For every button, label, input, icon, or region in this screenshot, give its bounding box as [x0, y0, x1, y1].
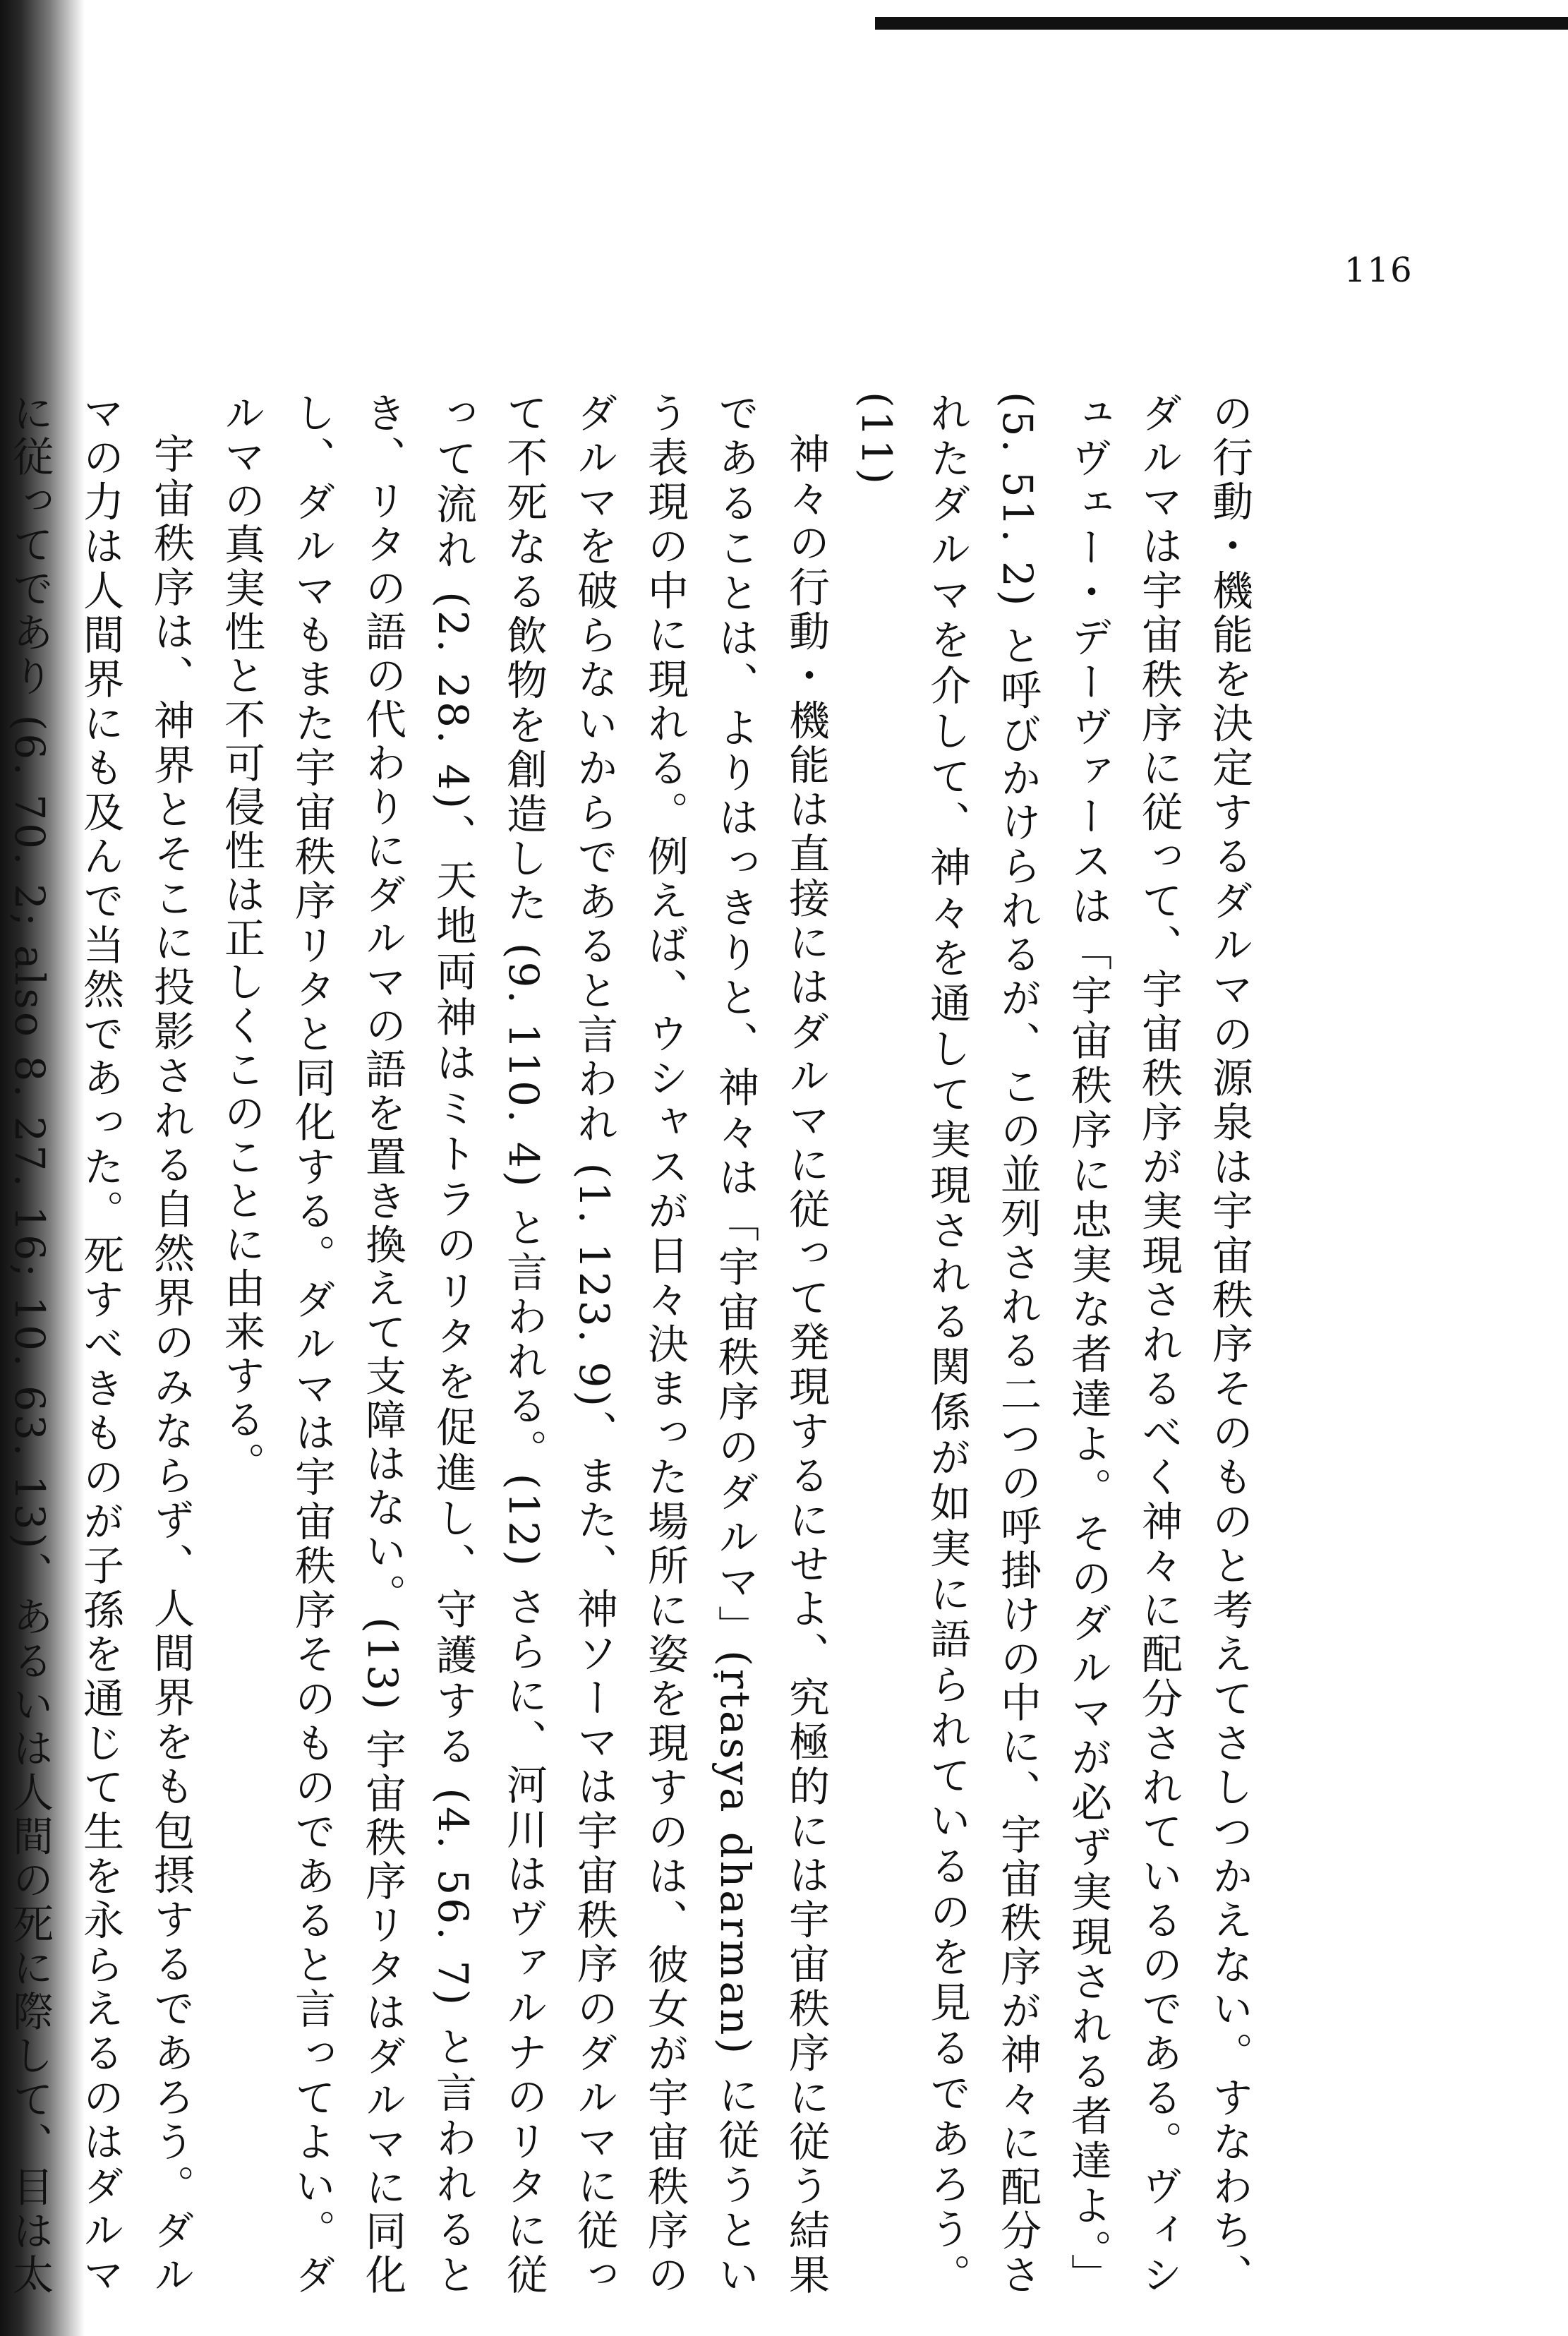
page-number: 116 [1344, 251, 1413, 290]
paragraph-3: 宇宙秩序は、神界とそこに投影される自然界のみならず、人間界をも包摂するであろう。ダルマの力は人間界にも及んで当然であった。死すべきものが子孫を通じて生を永らえるのはダルマに従ってであり (6. 70. 2; also 8. 27. 16; 10. 63. 13)、あるいは人間の死に際して、目は太 [6, 392, 195, 2298]
top-rule [875, 17, 1568, 30]
paragraph-1: の行動・機能を決定するダルマの源泉は宇宙秩序そのものと考えてさしつかえない。すなわち、ダルマは宇宙秩序に従って、宇宙秩序が実現されるべく神々に配分されているのである。ヴィシュヴェー・デーヴァースは「宇宙秩序に忠実な者達よ。そのダルマが必ず実現される者達よ。」(5. 51. 2) と呼びかけられるが、この並列される二つの呼掛けの中に、宇宙秩序が神々に配分されたダルマを介して、神々を通して実現される関係が如実に語られているのを見るであろう。(11) [852, 392, 1253, 2298]
paragraph-2: 神々の行動・機能は直接にはダルマに従って発現するにせよ、究極的には宇宙秩序に従う結果であることは、よりはっきりと、神々は「宇宙秩序のダルマ」(ṛtasya dharman) に従うという表現の中に現れる。例えば、ウシャスが日々決まった場所に姿を現すのは、彼女が宇宙秩序のダルマを破らないからであると言われ (1. 123. 9)、また、神ソーマは宇宙秩序のダルマに従って不死なる飲物を創造した (9. 110. 4) と言われる。(12) さらに、河川はヴァルナのリタに従って流れ (2. 28. 4)、天地両神はミトラのリタを促進し、守護する (4. 56. 7) と言われるとき、リタの語の代わりにダルマの語を置き換えて支障はない。(13) 宇宙秩序リタはダルマに同化し、ダルマもまた宇宙秩序リタと同化する。ダルマは宇宙秩序そのものであると言ってよい。ダルマの真実性と不可侵性は正しくこのことに由来する。 [217, 392, 830, 2297]
body-text [0, 392, 1265, 2297]
